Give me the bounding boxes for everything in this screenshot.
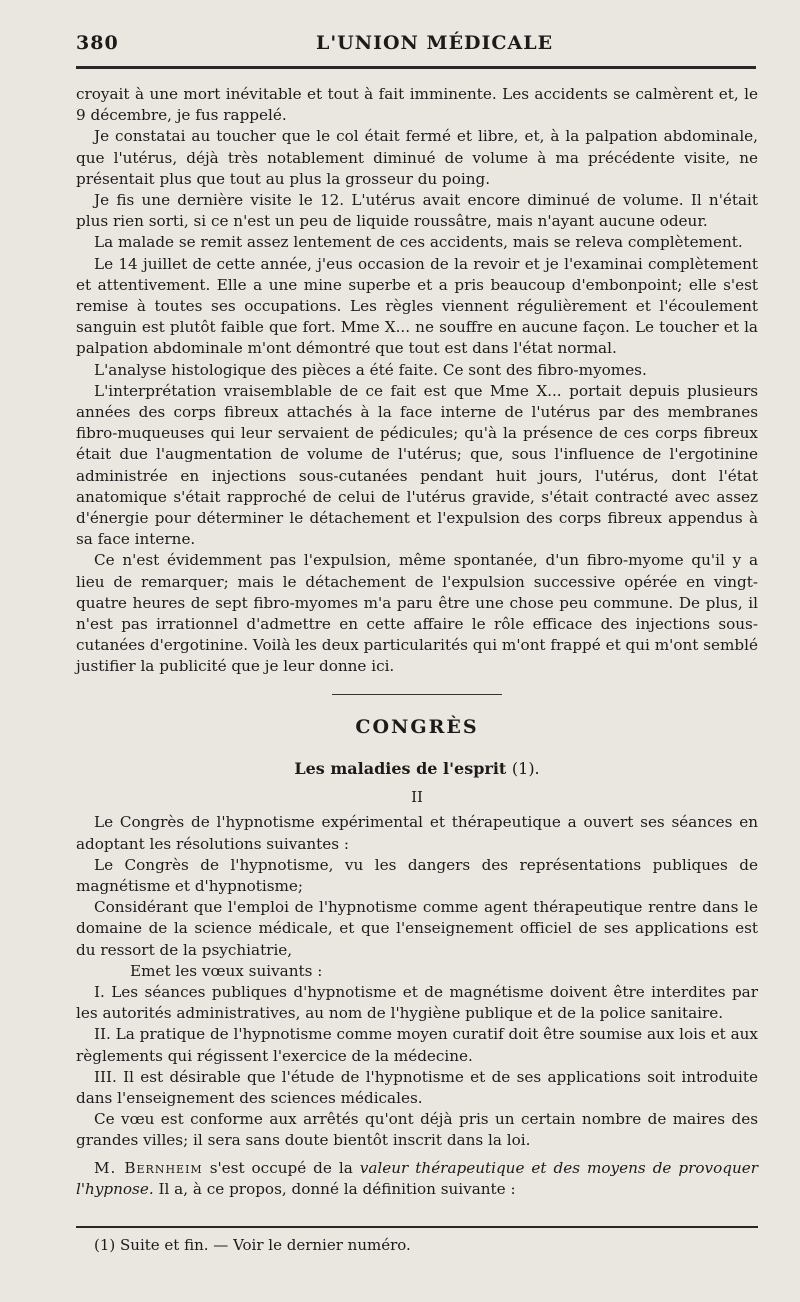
- paragraph: I. Les séances publiques d'hypnotisme et de magnétisme doivent être interdites par les autorités administratives, au nom de l'hygiène publique et de la police sanitaire.: [76, 982, 758, 1023]
- italic-span: valeur thérapeutique et des moyens de provoquer l'hypnose.: [76, 1158, 758, 1198]
- author-name: M. Bernheim: [94, 1158, 203, 1177]
- paragraph: Le 14 juillet de cette année, j'eus occasion de la revoir et je l'examinai complètement et attentivement. Elle a une mine superbe et a pris beaucoup d'embonpoint; elle s'est remise à toutes ses occupations. Les règles viennent régulièrement et l'écoulement sanguin est plutôt faible que fort. Mme X... ne souffre en aucune façon. Le toucher et la palpation abdominale m'ont démontré que tout est dans l'état normal.: [76, 254, 758, 358]
- paragraph: L'analyse histologique des pièces a été faite. Ce sont des fibro-myomes.: [94, 360, 647, 379]
- page-body: [76, 84, 758, 1200]
- paragraph: III. Il est désirable que l'étude de l'hypnotisme et de ses applications soit introduite dans l'enseignement des sciences médicales.: [76, 1067, 758, 1107]
- subtitle-text: Les maladies de l'esprit: [294, 758, 507, 778]
- section-divider: [332, 694, 502, 695]
- footnote-rule: [76, 1226, 758, 1228]
- running-head: L'UNION MÉDICALE: [316, 32, 554, 54]
- paragraph: [76, 1158, 758, 1200]
- paragraph: Ce n'est évidemment pas l'expulsion, même spontanée, d'un fibro-myome qu'il y a lieu de remarquer; mais le détachement de l'expulsion successive opérée en vingt-quatre heures de sept fibro-myomes m'a paru être une chose peu commune. De plus, il n'est pas irrationnel d'admettre en cette affaire le rôle efficace des injections sous-cutanées d'ergotinine. Voilà les deux particularités qui m'ont frappé et qui m'ont semblé justifier la publicité que je leur donne ici.: [76, 551, 758, 676]
- paragraph: Considérant que l'emploi de l'hypnotisme comme agent thérapeutique rentre dans le domaine de la science médicale, et que l'enseignement officiel de ses applications est du ressort de la psychiatrie,: [76, 898, 758, 959]
- paragraph: II. La pratique de l'hypnotisme comme moyen curatif doit être soumise aux lois et aux règlements qui régissent l'exercice de la médecine.: [76, 1025, 758, 1065]
- paragraph: Je constatai au toucher que le col était fermé et libre, et, à la palpation abdominale, que l'utérus, déjà très notablement diminué de volume à ma précédente visite, ne présentait plus que tout au plus la grosseur du poing.: [76, 127, 758, 188]
- text-span: Il a, à ce propos, donné la définition suivante :: [153, 1179, 516, 1198]
- paragraph: L'interprétation vraisemblable de ce fait est que Mme X... portait depuis plusieurs années des corps fibreux attachés à la face interne de l'utérus par des membranes fibro-muqueuses qui leur servaient de pédicules; qu'à la présence de ces corps fibreux était due l'augmentation de volume de l'utérus; que, sous l'influence de l'ergotinine administrée en injections sous-cutanées pendant huit jours, l'utérus, dont l'état anatomique s'était rapproché de celui de l'utérus gravide, s'était contracté avec assez d'énergie pour déterminer le détachement et l'expulsion des corps fibreux appendus à sa face interne.: [76, 381, 758, 549]
- text-span: s'est occupé de la: [202, 1158, 360, 1177]
- paragraph: Ce vœu est conforme aux arrêtés qu'ont déjà pris un certain nombre de maires des grandes villes; il sera sans doute bientôt inscrit dans la loi.: [76, 1110, 758, 1150]
- part-number: II: [411, 788, 423, 807]
- paragraph: Emet les vœux suivants :: [130, 961, 323, 980]
- paragraph: Le Congrès de l'hypnotisme expérimental et thérapeutique a ouvert ses séances en adoptant les résolutions suivantes :: [76, 813, 758, 853]
- page-number: 380: [76, 32, 119, 54]
- section-title: CONGRÈS: [355, 715, 479, 738]
- page-header: [76, 32, 760, 64]
- header-rule: [76, 66, 756, 69]
- footnote-ref: (1).: [511, 758, 540, 778]
- paragraph: Je fis une dernière visite le 12. L'utérus avait encore diminué de volume. Il n'était plus rien sorti, si ce n'est un peu de liquide roussâtre, mais n'ayant aucune odeur.: [76, 191, 758, 231]
- paragraph: La malade se remit assez lentement de ces accidents, mais se releva complètement.: [94, 233, 743, 252]
- footnote: (1) Suite et fin. — Voir le dernier numéro.: [94, 1236, 411, 1254]
- section-subtitle: [76, 758, 758, 779]
- paragraph: croyait à une mort inévitable et tout à fait imminente. Les accidents se calmèrent et, le 9 décembre, je fus rappelé.: [76, 85, 758, 125]
- paragraph: Le Congrès de l'hypnotisme, vu les dangers des représentations publiques de magnétisme et d'hypnotisme;: [76, 855, 758, 895]
